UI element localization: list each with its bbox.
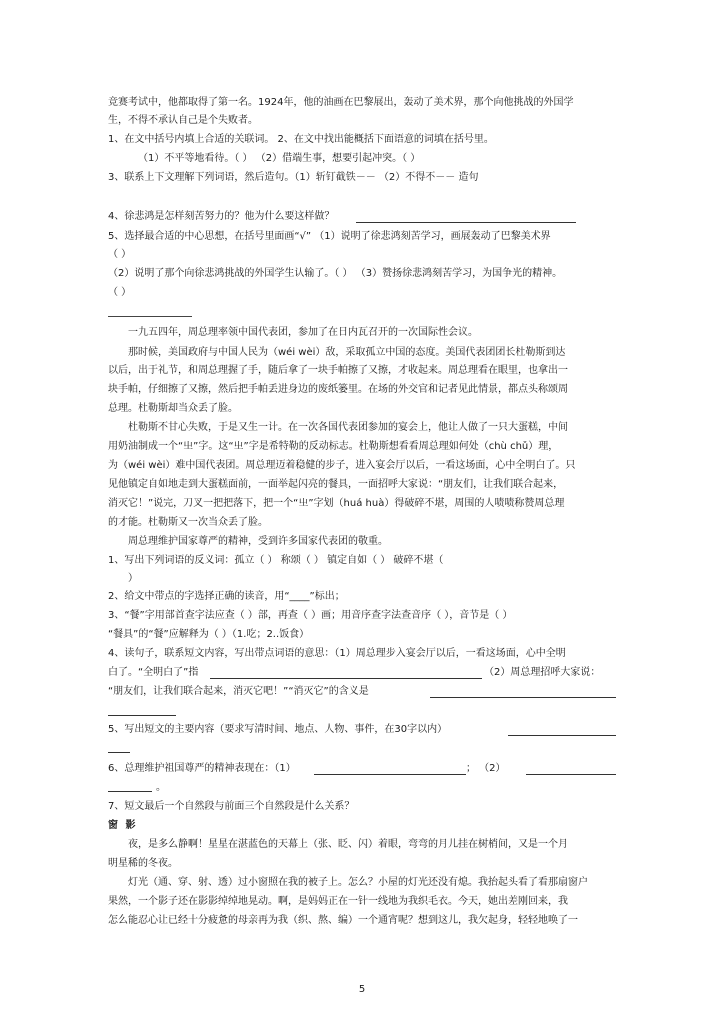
answer-blank [108,791,152,792]
question-line: 4、读句子，联系短文内容，写出带点词语的意思：（1）周总理步入宴会厅以后，一看这场面，心中全明 [108,648,566,659]
answer-blank [526,774,616,775]
answer-blank [210,678,482,679]
question-line: 白了。“全明白了”指 [108,667,199,678]
passage-line: 以后，出于礼节，和周总理握了手，随后拿了一块手帕擦了又擦，才收起来。周总理看在眼里，也拿出一 [108,365,568,376]
question-line: （2）说明了那个向徐悲鸿挑战的外国学生认输了。（ ） （3）赞扬徐悲鸿刻苦学习，为国争光的精神。 [108,268,563,279]
question-line: 3、联系上下文理解下列词语，然后造句。（1）斩钉截铁－－ （2）不得不－－ 造句 [108,172,479,183]
answer-blank [430,697,616,698]
answer-blank [508,735,616,736]
section-title: 窗 影 [108,820,138,831]
passage-line: 为（wéi wèi）难中国代表团。周总理迈着稳健的步子，进入宴会厅以后，一看这场面，心中全明白了。只 [108,460,576,471]
text-line: 竞赛考试中，他都取得了第一名。1924年，他的油画在巴黎展出，轰动了美术界，那个向他挑战的外国学 [108,97,574,108]
section-divider [108,316,192,317]
passage-line: 果然，一个影子还在影影绰绰地晃动。啊，是妈妈正在一针一线地为我织毛衣。今天，她出差刚回来，我 [108,896,568,907]
question-line: 1、写出下列词语的反义词：孤立（ ） 称颂（ ） 镇定自如（ ） 破碎不堪（ [108,555,444,566]
text-line: ） [128,573,138,584]
passage-line: 一九五四年，周总理率领中国代表团，参加了在日内瓦召开的一次国际性会议。 [128,327,478,338]
question-line: “朋友们，让我们联合起来，消灭它吧！”“消灭它”的含义是 [108,686,369,697]
text-line: 生，不得不承认自己是个失败者。 [108,115,258,126]
passage-line: 明星稀的冬夜。 [108,858,178,869]
question-line: （1）不平等地看待。（ ） （2）借端生事，想要引起冲突。（ ） [138,153,421,164]
text-line: 。 [156,782,166,793]
answer-blank [108,715,176,716]
answer-blank [356,222,576,223]
passage-line: 灯光（通、穿、射、透）过小窗照在我的被子上。怎么？小屋的灯光还没有熄。我抬起头看了看那扇窗户 [128,877,588,888]
question-line: 4、徐悲鸿是怎样刻苦努力的？他为什么要这样做？ [108,211,335,222]
answer-blank [314,774,466,775]
passage-line: 见他镇定自如地走到大蛋糕面前，一面举起闪亮的餐具，一面招呼大家说：“朋友们，让我们联合起来， [108,479,564,490]
question-line: 5、选择最合适的中心思想，在括号里面画“√” （1）说明了徐悲鸿刻苦学习，画展轰动了巴黎美术界 [108,231,551,242]
text-line: （ ） [108,249,132,260]
question-line: 5、写出短文的主要内容（要求写清时间、地点、人物、事件，在30字以内） [108,724,448,735]
question-line: 6、总理维护祖国尊严的精神表现在：（1） [108,763,296,774]
passage-line: 块手帕，仔细擦了又擦，然后把手帕丢进身边的废纸篓里。在场的外交官和记者见此情景，都点头称颂周 [108,384,568,395]
passage-line: 总理。杜勒斯却当众丢了脸。 [108,403,238,414]
question-line: （2）周总理招呼大家说： [484,667,601,678]
passage-line: 消灭它！”说完，刀叉一把把落下，把一个“㞢”字划（huá huà）得破碎不堪，周围的人啧啧称赞周总理 [108,498,565,509]
question-line: 7、短文最后一个自然段与前面三个自然段是什么关系？ [108,801,355,812]
passage-line: 怎么能忍心让已经十分疲惫的母亲再为我（织、熬、编）一个通宵呢？想到这儿，我欠起身，轻轻地唤了一 [108,915,578,926]
text-line: （ ） [108,287,132,298]
passage-line: 用奶油制成一个“㞢”字。这“㞢”字是希特勒的反动标志。杜勒斯想看看周总理如何处（chù chǔ）理， [108,441,559,452]
question-line: “餐具”的“餐”应解释为（ ）（1.吃；2..饭食） [108,629,310,640]
passage-line: 的才能。杜勒斯又一次当众丢了脸。 [108,517,268,528]
passage-line: 周总理维护国家尊严的精神，受到许多国家代表团的敬重。 [128,536,388,547]
passage-line: 杜勒斯不甘心失败，于是又生一计。在一次各国代表团参加的宴会上，他让人做了一只大蛋糕，中间 [128,422,568,433]
answer-blank [108,752,130,753]
question-line: ； （2） [466,763,506,774]
question-line: 2、给文中带点的字选择正确的读音，用“____”标出； [108,591,345,602]
passage-line: 夜，是多么静啊！星星在湛蓝色的天幕上（张、眨、闪）着眼，弯弯的月儿挂在树梢间，又是一个月 [128,839,568,850]
question-line: 1、在文中括号内填上合适的关联词。 2、在文中找出能概括下面语意的词填在括号里。 [108,134,494,145]
question-line: 3、“餐”字用部首查字法应查（ ）部，再查（ ）画；用音序查字法查音序（ ），音节是（ ） [108,610,513,621]
page-number: 5 [358,984,366,995]
passage-line: 那时候，美国政府与中国人民为（wéi wèi）敌，采取孤立中国的态度。美国代表团团长杜勒斯到达 [128,347,566,358]
